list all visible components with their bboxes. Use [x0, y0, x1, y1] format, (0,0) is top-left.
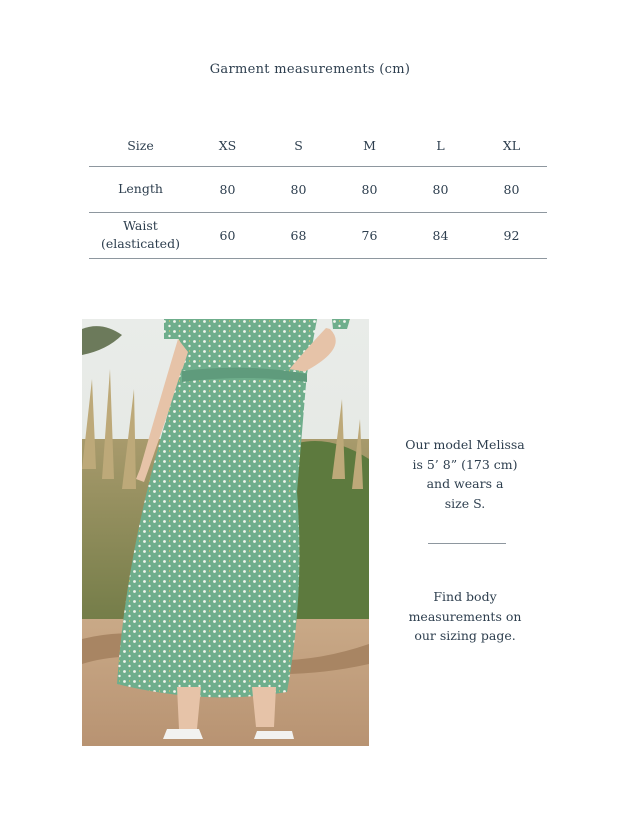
table-cell: 80: [219, 181, 236, 197]
model-size-note: [385, 435, 545, 513]
model-note-line: Our model Melissa: [405, 437, 525, 452]
row-label-line: (elasticated): [101, 236, 180, 251]
row-label-line: Waist: [123, 218, 158, 233]
model-photo: [82, 319, 369, 746]
table-cell: 80: [290, 181, 307, 197]
table-cell: 68: [290, 227, 307, 243]
sizing-note-line: our sizing page.: [414, 628, 516, 643]
model-note-line: size S.: [444, 495, 486, 511]
model-note-line: and wears a: [426, 476, 504, 491]
table-cell: 76: [361, 227, 378, 243]
table-row-length: [89, 166, 547, 212]
header-size-s: S: [294, 138, 303, 154]
measurements-table: [89, 126, 547, 259]
table-cell: 80: [361, 181, 378, 197]
table-cell: 80: [503, 181, 520, 197]
header-size-l: L: [436, 138, 445, 154]
header-size-m: M: [363, 138, 376, 154]
table-cell: 84: [432, 227, 449, 243]
table-row-waist: [89, 212, 547, 258]
table-header-row: [89, 126, 547, 166]
sizing-page-note: [385, 587, 545, 646]
row-label-length: [89, 166, 192, 212]
section-divider: [428, 543, 506, 544]
header-size-label: Size: [127, 138, 154, 154]
sizing-note-line: measurements on: [408, 608, 522, 624]
model-photo-illustration: [82, 319, 369, 746]
header-size-xs: XS: [218, 138, 237, 154]
table-cell: 80: [432, 181, 449, 197]
page-title: Garment measurements (cm): [209, 62, 411, 77]
row-label-waist: [89, 212, 192, 258]
table-cell: 60: [219, 227, 236, 243]
table-cell: 92: [503, 227, 520, 243]
model-note-line: is 5’ 8” (173 cm): [412, 456, 518, 472]
header-size-xl: XL: [502, 138, 521, 154]
row-label-line: Length: [118, 181, 163, 196]
sizing-note-line: Find body: [433, 589, 497, 604]
